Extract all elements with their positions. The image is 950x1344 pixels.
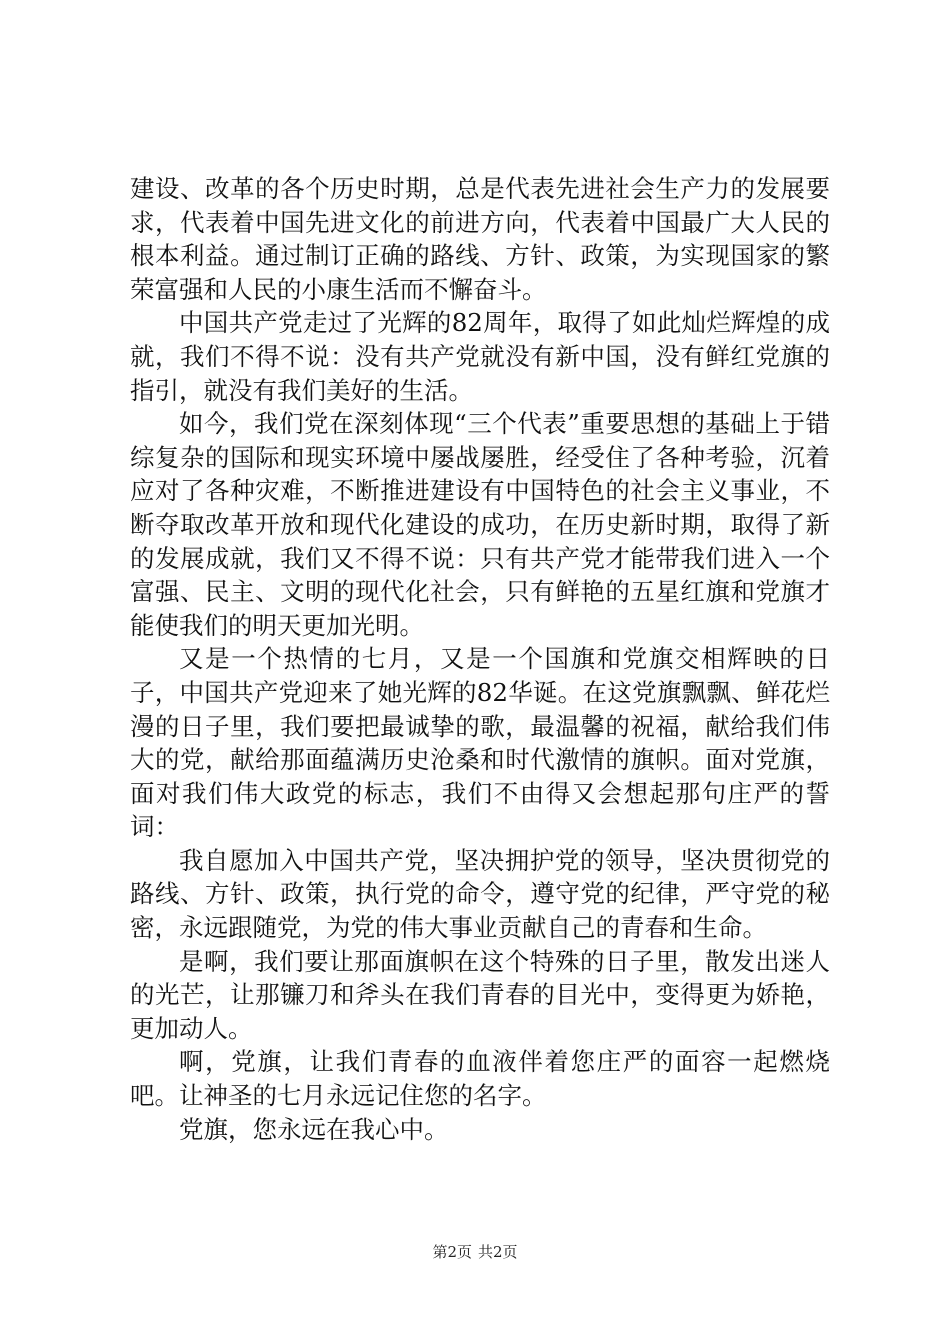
document-body xyxy=(130,172,830,1146)
paragraph: 是啊，我们要让那面旗帜在这个特殊的日子里，散发出迷人的光芒，让那镰刀和斧头在我们青春的目光中，变得更为娇艳，更加动人。 xyxy=(130,946,830,1043)
paragraph: 啊，党旗，让我们青春的血液伴着您庄严的面容一起燃烧吧。让神圣的七月永远记住您的名字。 xyxy=(130,1047,830,1111)
page-total: 共2页 xyxy=(478,1243,518,1261)
paragraph: 又是一个热情的七月，又是一个国旗和党旗交相辉映的日子，中国共产党迎来了她光辉的82华诞。在这党旗飘飘、鲜花烂漫的日子里，我们要把最诚挚的歌，最温馨的祝福，献给我们伟大的党，献给那面蕴满历史沧桑和时代激情的旗帜。面对党旗，面对我们伟大政党的标志，我们不由得又会想起那句庄严的誓词： xyxy=(130,644,830,842)
paragraph: 建设、改革的各个历史时期，总是代表先进社会生产力的发展要求，代表着中国先进文化的前进方向，代表着中国最广大人民的根本利益。通过制订正确的路线、方针、政策，为实现国家的繁荣富强和人民的小康生活而不懈奋斗。 xyxy=(130,174,830,304)
paragraph: 党旗，您永远在我心中。 xyxy=(179,1114,449,1144)
paragraph: 如今，我们党在深刻体现“三个代表”重要思想的基础上于错综复杂的国际和现实环境中屡战屡胜，经受住了各种考验，沉着应对了各种灾难，不断推进建设有中国特色的社会主义事业，不断夺取改革开放和现代化建设的成功，在历史新时期，取得了新的发展成就，我们又不得不说：只有共产党才能带我们进入一个富强、民主、文明的现代化社会，只有鲜艳的五星红旗和党旗才能使我们的明天更加光明。 xyxy=(130,409,830,640)
paragraph: 中国共产党走过了光辉的82周年，取得了如此灿烂辉煌的成就，我们不得不说：没有共产党就没有新中国，没有鲜红党旗的指引，就没有我们美好的生活。 xyxy=(130,308,830,405)
page-footer xyxy=(0,1242,950,1262)
paragraph: 我自愿加入中国共产党，坚决拥护党的领导，坚决贯彻党的路线、方针、政策，执行党的命令，遵守党的纪律，严守党的秘密，永远跟随党，为党的伟大事业贡献自己的青春和生命。 xyxy=(130,845,830,943)
page-number: 第2页 xyxy=(432,1243,472,1261)
